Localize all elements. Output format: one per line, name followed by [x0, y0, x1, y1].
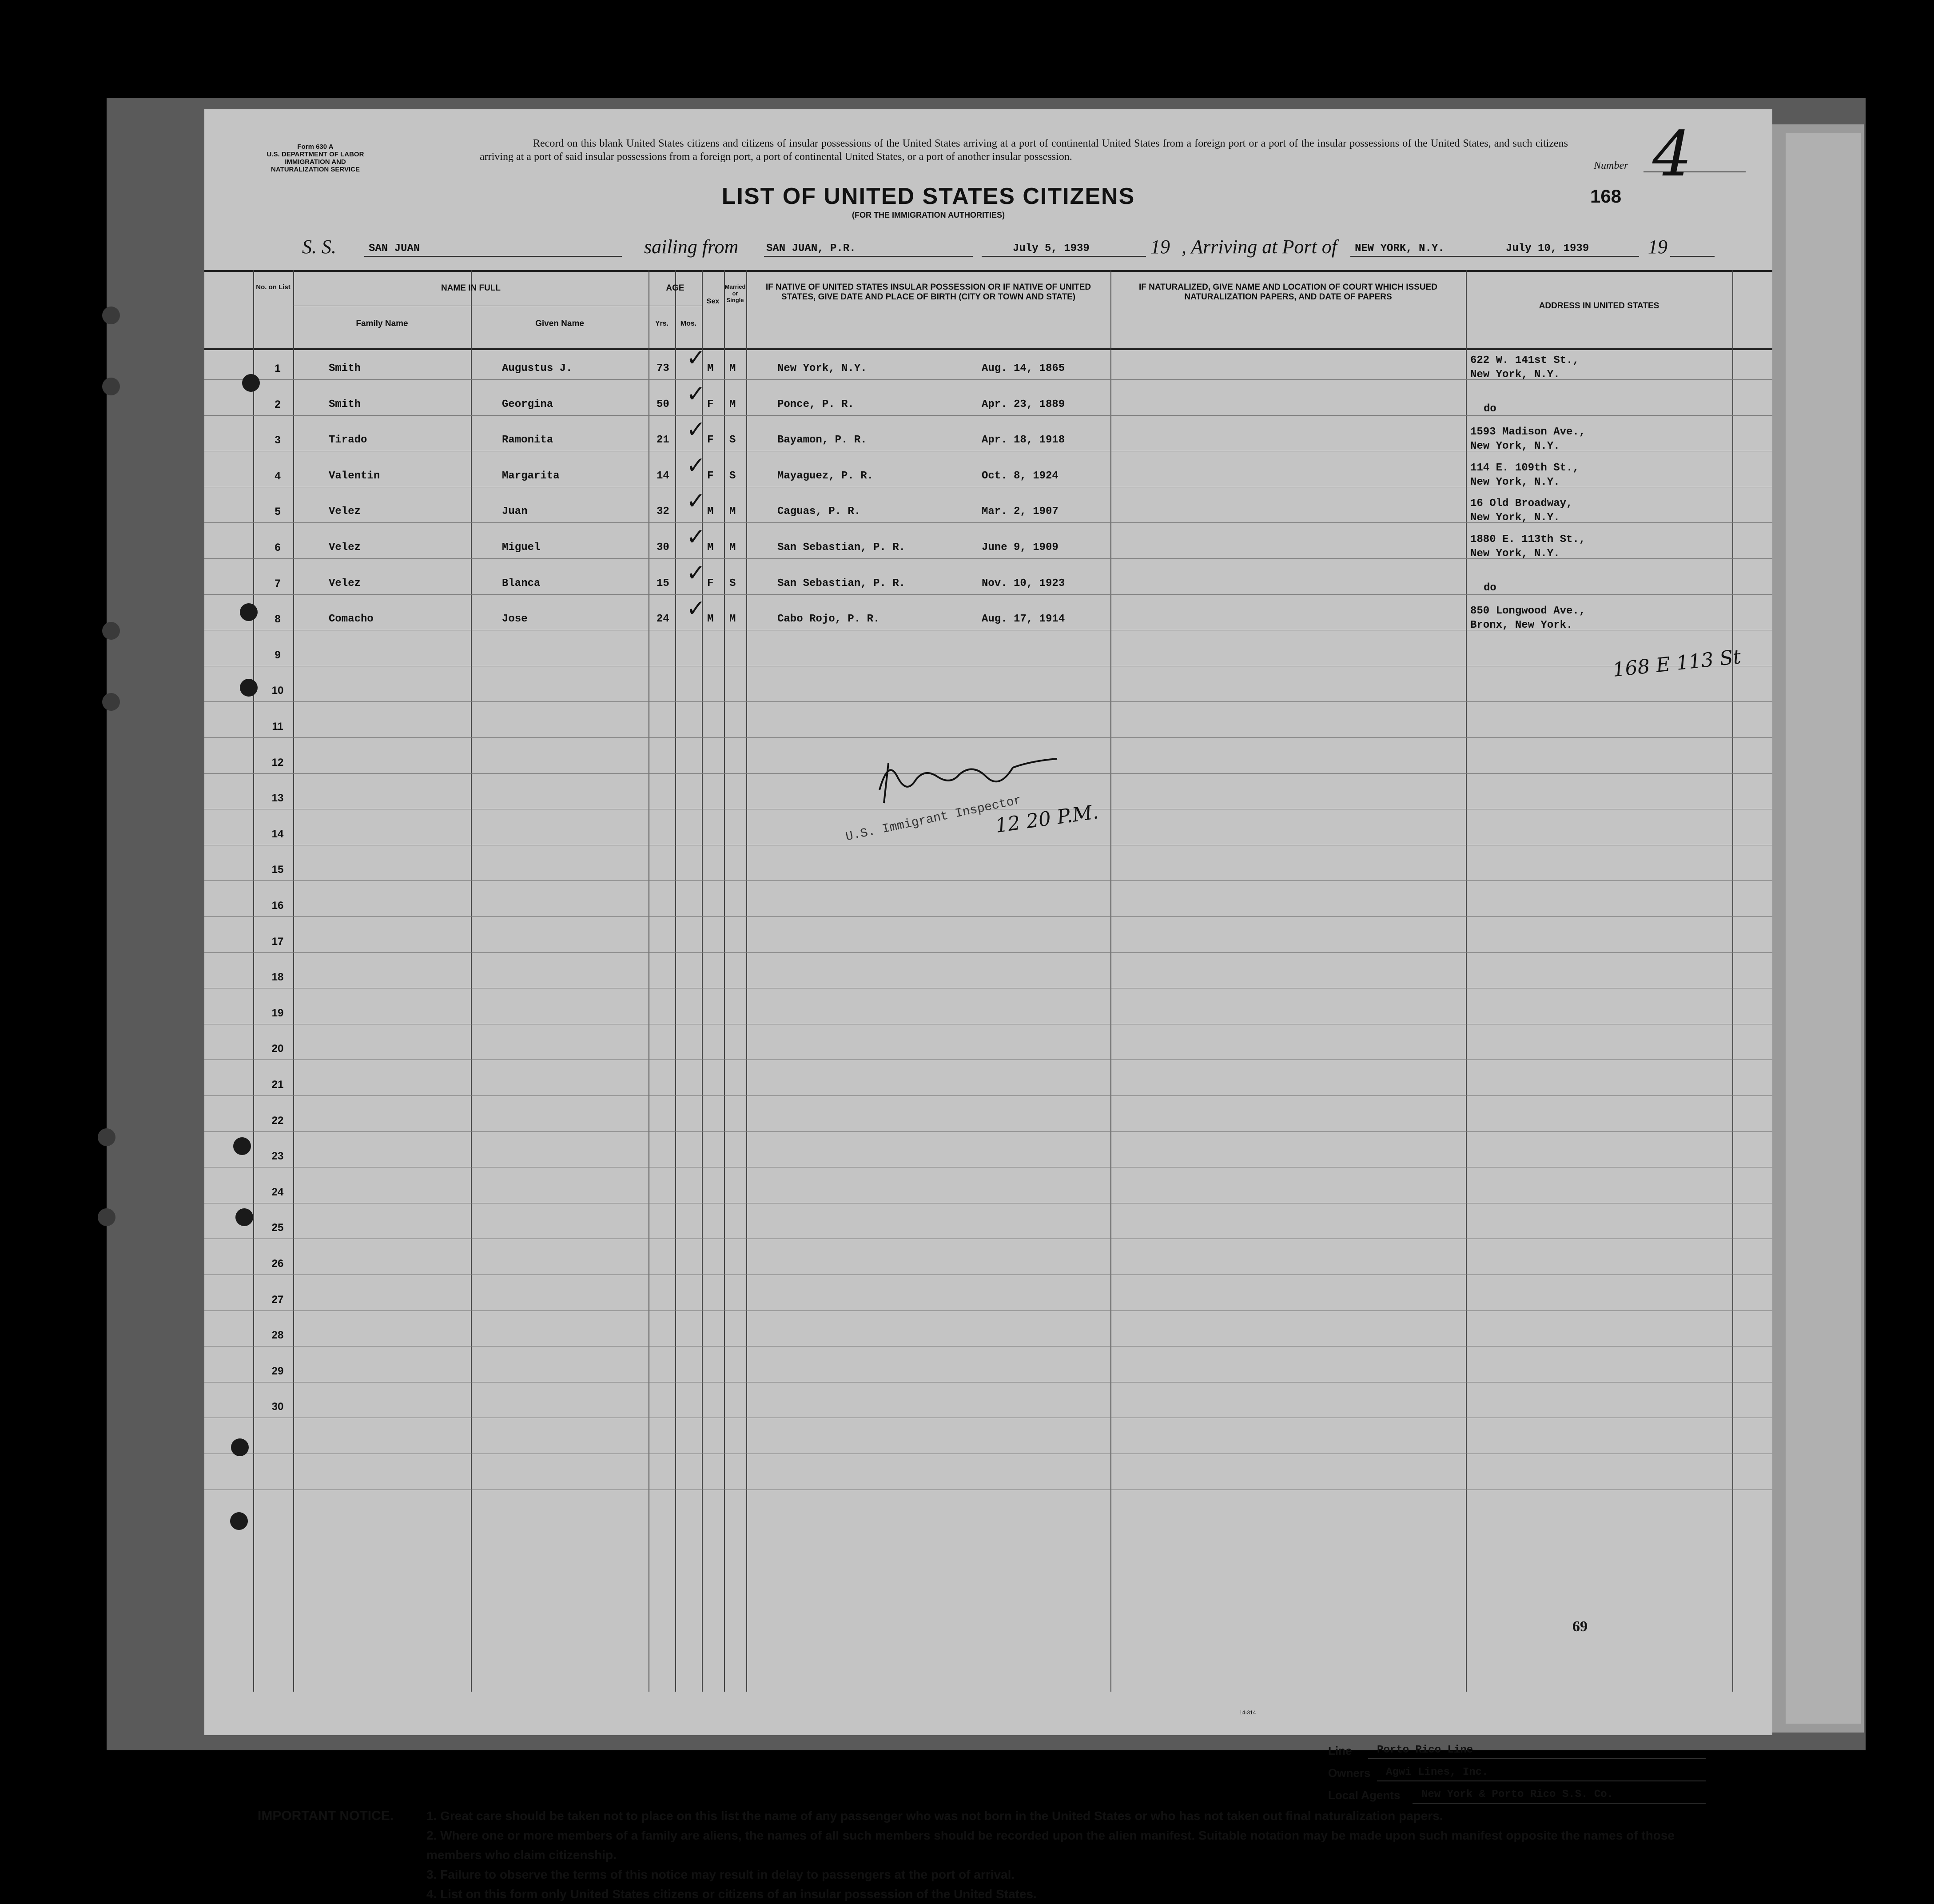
row-number: 13	[271, 792, 284, 805]
owners-value: Agwi Lines, Inc.	[1386, 1766, 1488, 1778]
row-number: 23	[271, 1150, 284, 1163]
cell-given: Miguel	[502, 542, 541, 554]
cell-no: 6	[275, 542, 281, 554]
row-rule	[204, 1131, 1772, 1132]
header-mos: Mos.	[680, 320, 697, 327]
cell-yrs: 15	[657, 577, 669, 590]
cell-family: Comacho	[329, 613, 374, 625]
cell-address-line-2: New York, N.Y.	[1470, 512, 1560, 524]
cell-address-line-2: Bronx, New York.	[1470, 619, 1573, 632]
binder-hole	[233, 1137, 251, 1155]
row-number: 19	[271, 1007, 284, 1019]
row-rule	[204, 415, 1772, 416]
check-mark: ✓	[686, 452, 706, 479]
cell-given: Ramonita	[502, 434, 553, 446]
notice-item: 3. Failure to observe the terms of this notice may result in delay to passengers at the port of arrival.	[426, 1868, 1015, 1881]
cell-yrs: 30	[657, 542, 669, 554]
col-rule	[746, 270, 747, 1692]
header-no: No. on List	[256, 283, 290, 291]
inspector-stamp: U.S. Immigrant Inspector	[844, 793, 1023, 844]
row-number: 15	[271, 864, 284, 876]
row-number: 29	[271, 1365, 284, 1377]
header-sex: Sex	[706, 298, 720, 305]
check-mark: ✓	[686, 416, 706, 443]
binder-hole	[102, 307, 120, 324]
cell-no: 3	[275, 434, 281, 446]
row-number: 12	[271, 756, 284, 769]
row-number: 27	[271, 1293, 284, 1306]
page-title: LIST OF UNITED STATES CITIZENS	[721, 183, 1135, 209]
cell-given: Juan	[502, 506, 528, 518]
cell-ms: M	[729, 542, 736, 554]
cell-ms: S	[729, 434, 736, 446]
cell-family: Velez	[329, 506, 361, 518]
cell-ms: S	[729, 577, 736, 590]
row-number: 20	[271, 1043, 284, 1055]
row-number: 26	[271, 1258, 284, 1270]
col-rule	[724, 270, 725, 1692]
cell-yrs: 14	[657, 470, 669, 482]
cell-sex: M	[707, 542, 714, 554]
table-top-rule	[204, 270, 1772, 272]
check-mark: ✓	[686, 559, 706, 586]
year-label-2: 19	[1648, 236, 1667, 258]
form-id-line: IMMIGRATION AND	[285, 158, 346, 166]
sail-date: July 5, 1939	[1013, 243, 1090, 255]
row-rule	[204, 1310, 1772, 1311]
year-label: 19	[1150, 236, 1170, 258]
header-birth: IF NATIVE OF UNITED STATES INSULAR POSSESSION OR IF NATIVE OF UNITED STATES, GIVE DATE AND PLACE OF BIRTH (CITY OR TOWN AND STATE)	[765, 283, 1091, 302]
binder-hole	[102, 693, 120, 711]
manifest-page	[204, 109, 1772, 1901]
address-correction: 168 E 113 St	[1612, 645, 1742, 682]
cell-place: Ponce, P. R.	[777, 398, 854, 410]
binder-hole	[102, 622, 120, 640]
cell-family: Valentin	[329, 470, 380, 482]
cell-date: Apr. 23, 1889	[982, 398, 1065, 410]
cell-no: 5	[275, 506, 281, 518]
header-naturalized: IF NATURALIZED, GIVE NAME AND LOCATION OF COURT WHICH ISSUED NATURALIZATION PAPERS, AND DATE OF PAPERS	[1138, 283, 1437, 302]
row-rule	[204, 880, 1772, 881]
check-mark: ✓	[686, 524, 706, 550]
check-mark: ✓	[686, 595, 706, 622]
cell-date: Aug. 17, 1914	[982, 613, 1065, 625]
notice-item: 4. List on this form only United States citizens or citizens of an insular possession of the United States.	[426, 1887, 1037, 1901]
cell-family: Smith	[329, 398, 361, 410]
arrival-time: 12 20 P.M.	[994, 800, 1100, 838]
arrival-port: NEW YORK, N.Y.	[1355, 243, 1445, 255]
cell-place: San Sebastian, P. R.	[777, 577, 906, 590]
col-rule	[293, 270, 294, 1692]
check-mark: ✓	[686, 380, 706, 407]
check-mark: ✓	[686, 488, 706, 515]
arrive-date-line	[1501, 256, 1639, 257]
cell-ms: S	[729, 470, 736, 482]
cell-sex: M	[707, 506, 714, 518]
cell-family: Tirado	[329, 434, 367, 446]
cell-address-line-1: do	[1484, 402, 1496, 415]
form-code: 14-314	[1239, 1709, 1256, 1716]
header-yrs: Yrs.	[655, 320, 669, 327]
line-label: Line	[1328, 1744, 1352, 1757]
row-number: 21	[271, 1079, 284, 1091]
cell-no: 1	[275, 362, 281, 374]
cell-sex: F	[707, 577, 714, 590]
header-address: ADDRESS IN UNITED STATES	[1539, 301, 1659, 311]
row-number: 22	[271, 1114, 284, 1127]
cell-ms: M	[729, 362, 736, 374]
sailing-label: sailing from	[644, 236, 739, 258]
cell-date: Nov. 10, 1923	[982, 577, 1065, 590]
col-rule	[1110, 270, 1111, 1692]
cell-place: Cabo Rojo, P. R.	[777, 613, 880, 625]
row-rule	[204, 737, 1772, 738]
row-number: 14	[271, 828, 284, 840]
cell-address-line-2: New York, N.Y.	[1470, 548, 1560, 560]
form-id-line: U.S. DEPARTMENT OF LABOR	[267, 151, 364, 158]
line-rule	[1368, 1758, 1706, 1759]
cell-address-line-1: do	[1484, 582, 1496, 594]
agents-rule	[1413, 1803, 1706, 1804]
cell-sex: M	[707, 613, 714, 625]
binder-hole	[230, 1512, 248, 1530]
check-mark: ✓	[686, 345, 706, 371]
port-line	[1350, 256, 1515, 257]
cell-yrs: 73	[657, 362, 669, 374]
cell-address-line-2: New York, N.Y.	[1470, 369, 1560, 381]
sail-date-line	[982, 256, 1146, 257]
cell-address-line-1: 1880 E. 113th St.,	[1470, 534, 1586, 546]
col-rule	[1466, 270, 1467, 1692]
row-number: 28	[271, 1329, 284, 1342]
ship-line	[364, 256, 622, 257]
cell-ms: M	[729, 613, 736, 625]
col-rule	[471, 270, 472, 1692]
cell-yrs: 32	[657, 506, 669, 518]
cell-address-line-1: 1593 Madison Ave.,	[1470, 426, 1586, 438]
header-family-name: Family Name	[356, 319, 408, 328]
from-line	[764, 256, 973, 257]
ss-label: S. S.	[302, 236, 336, 258]
handwritten-number: 4	[1652, 118, 1692, 191]
row-number: 30	[271, 1401, 284, 1413]
cell-ms: M	[729, 398, 736, 410]
form-id-line: Form 630 A	[297, 143, 334, 151]
inspector-signature	[871, 750, 1075, 817]
cell-yrs: 24	[657, 613, 669, 625]
cell-place: Caguas, P. R.	[777, 506, 861, 518]
notice-title: IMPORTANT NOTICE.	[258, 1808, 394, 1823]
cell-sex: F	[707, 434, 714, 446]
cell-family: Velez	[329, 577, 361, 590]
cell-no: 2	[275, 398, 281, 410]
cell-no: 7	[275, 577, 281, 590]
col-rule	[1732, 270, 1733, 1692]
cell-date: June 9, 1909	[982, 542, 1059, 554]
cell-date: Apr. 18, 1918	[982, 434, 1065, 446]
notice-item: 2. Where one or more members of a family are aliens, the names of all such members should be recorded upon the alien manifest. Suitable notation may be made upon such manifest opposite the names of those members who claim citizenship.	[426, 1828, 1675, 1862]
cell-family: Smith	[329, 362, 361, 374]
cell-yrs: 50	[657, 398, 669, 410]
sheet-number: 168	[1590, 186, 1622, 207]
cell-given: Jose	[502, 613, 528, 625]
row-rule	[204, 916, 1772, 917]
binder-hole	[102, 378, 120, 395]
back-page-2	[1786, 133, 1861, 1724]
row-number: 10	[271, 685, 284, 697]
cell-place: San Sebastian, P. R.	[777, 542, 906, 554]
cell-given: Augustus J.	[502, 362, 573, 374]
cell-family: Velez	[329, 542, 361, 554]
cell-yrs: 21	[657, 434, 669, 446]
cell-place: Mayaguez, P. R.	[777, 470, 874, 482]
arrive-date: July 10, 1939	[1506, 243, 1589, 255]
binder-hole	[98, 1128, 115, 1146]
row-number: 24	[271, 1186, 284, 1198]
cell-place: New York, N.Y.	[777, 362, 867, 374]
binder-hole	[242, 374, 260, 392]
form-id-block	[258, 143, 373, 173]
cell-date: Mar. 2, 1907	[982, 506, 1059, 518]
row-number: 11	[272, 721, 283, 733]
col-rule	[702, 270, 703, 1692]
header-bottom-rule	[204, 348, 1772, 350]
cell-no: 8	[275, 613, 281, 625]
line-value: Porto Rico Line	[1377, 1744, 1473, 1756]
number-label: Number	[1594, 160, 1628, 171]
important-notice	[258, 1806, 1732, 1904]
cell-address-line-2: New York, N.Y.	[1470, 476, 1560, 488]
row-rule	[204, 952, 1772, 953]
cell-address-line-1: 622 W. 141st St.,	[1470, 355, 1579, 366]
header-given-name: Given Name	[535, 319, 584, 328]
col-rule	[675, 270, 676, 1692]
header-married: Married or Single	[724, 283, 746, 303]
row-number: 9	[275, 649, 281, 661]
sailing-from: SAN JUAN, P.R.	[766, 243, 856, 255]
passenger-table	[204, 270, 1772, 1709]
row-number: 25	[271, 1222, 284, 1234]
page-subtitle: (FOR THE IMMIGRATION AUTHORITIES)	[852, 211, 1005, 219]
cell-given: Margarita	[502, 470, 560, 482]
cell-ms: M	[729, 506, 736, 518]
row-rule	[204, 594, 1772, 595]
col-rule	[253, 270, 254, 1692]
cell-address-line-1: 114 E. 109th St.,	[1470, 462, 1579, 474]
cell-sex: F	[707, 398, 714, 410]
row-rule	[204, 701, 1772, 702]
arriving-label: , Arriving at Port of	[1182, 236, 1337, 258]
cell-address-line-1: 850 Longwood Ave.,	[1470, 605, 1586, 617]
cell-sex: F	[707, 470, 714, 482]
bottom-number: 69	[1572, 1618, 1588, 1635]
binder-hole	[98, 1208, 115, 1226]
form-id-line: NATURALIZATION SERVICE	[271, 166, 360, 173]
agents-label: Local Agents	[1328, 1788, 1401, 1802]
row-rule	[204, 1095, 1772, 1096]
owners-label: Owners	[1328, 1766, 1371, 1780]
cell-sex: M	[707, 362, 714, 374]
cell-place: Bayamon, P. R.	[777, 434, 867, 446]
row-number: 16	[271, 900, 284, 912]
header-name-in-full: NAME IN FULL	[441, 283, 501, 293]
agents-value: New York & Porto Rico S.S. Co.	[1421, 1788, 1614, 1800]
cell-no: 4	[275, 470, 281, 482]
binder-hole	[240, 679, 258, 697]
cell-address-line-1: 16 Old Broadway,	[1470, 498, 1573, 510]
intro-text: Record on this blank United States citizens and citizens of insular possessions of the United States arriving at a port of continental United States from a foreign port or a port of the insular possessions of the United States, and such citizens arriving at a port of said insular possessions from a foreign port, a port of continental United States, or a port of another insular possession.	[480, 138, 1568, 163]
row-number: 18	[271, 971, 284, 984]
cell-given: Georgina	[502, 398, 553, 410]
notice-item: 1. Great care should be taken not to place on this list the name of any passenger who was not born in the United States or who has not taken out final naturalization papers.	[426, 1809, 1443, 1823]
binder-hole	[240, 603, 258, 621]
year-line	[1670, 256, 1715, 257]
cell-given: Blanca	[502, 577, 541, 590]
ship-name: SAN JUAN	[369, 243, 420, 255]
cell-date: Aug. 14, 1865	[982, 362, 1065, 374]
cell-date: Oct. 8, 1924	[982, 470, 1059, 482]
row-number: 17	[271, 935, 284, 948]
binder-hole	[235, 1208, 253, 1226]
header-age: AGE	[666, 283, 684, 293]
cell-address-line-2: New York, N.Y.	[1470, 440, 1560, 453]
binder-hole	[231, 1438, 249, 1456]
